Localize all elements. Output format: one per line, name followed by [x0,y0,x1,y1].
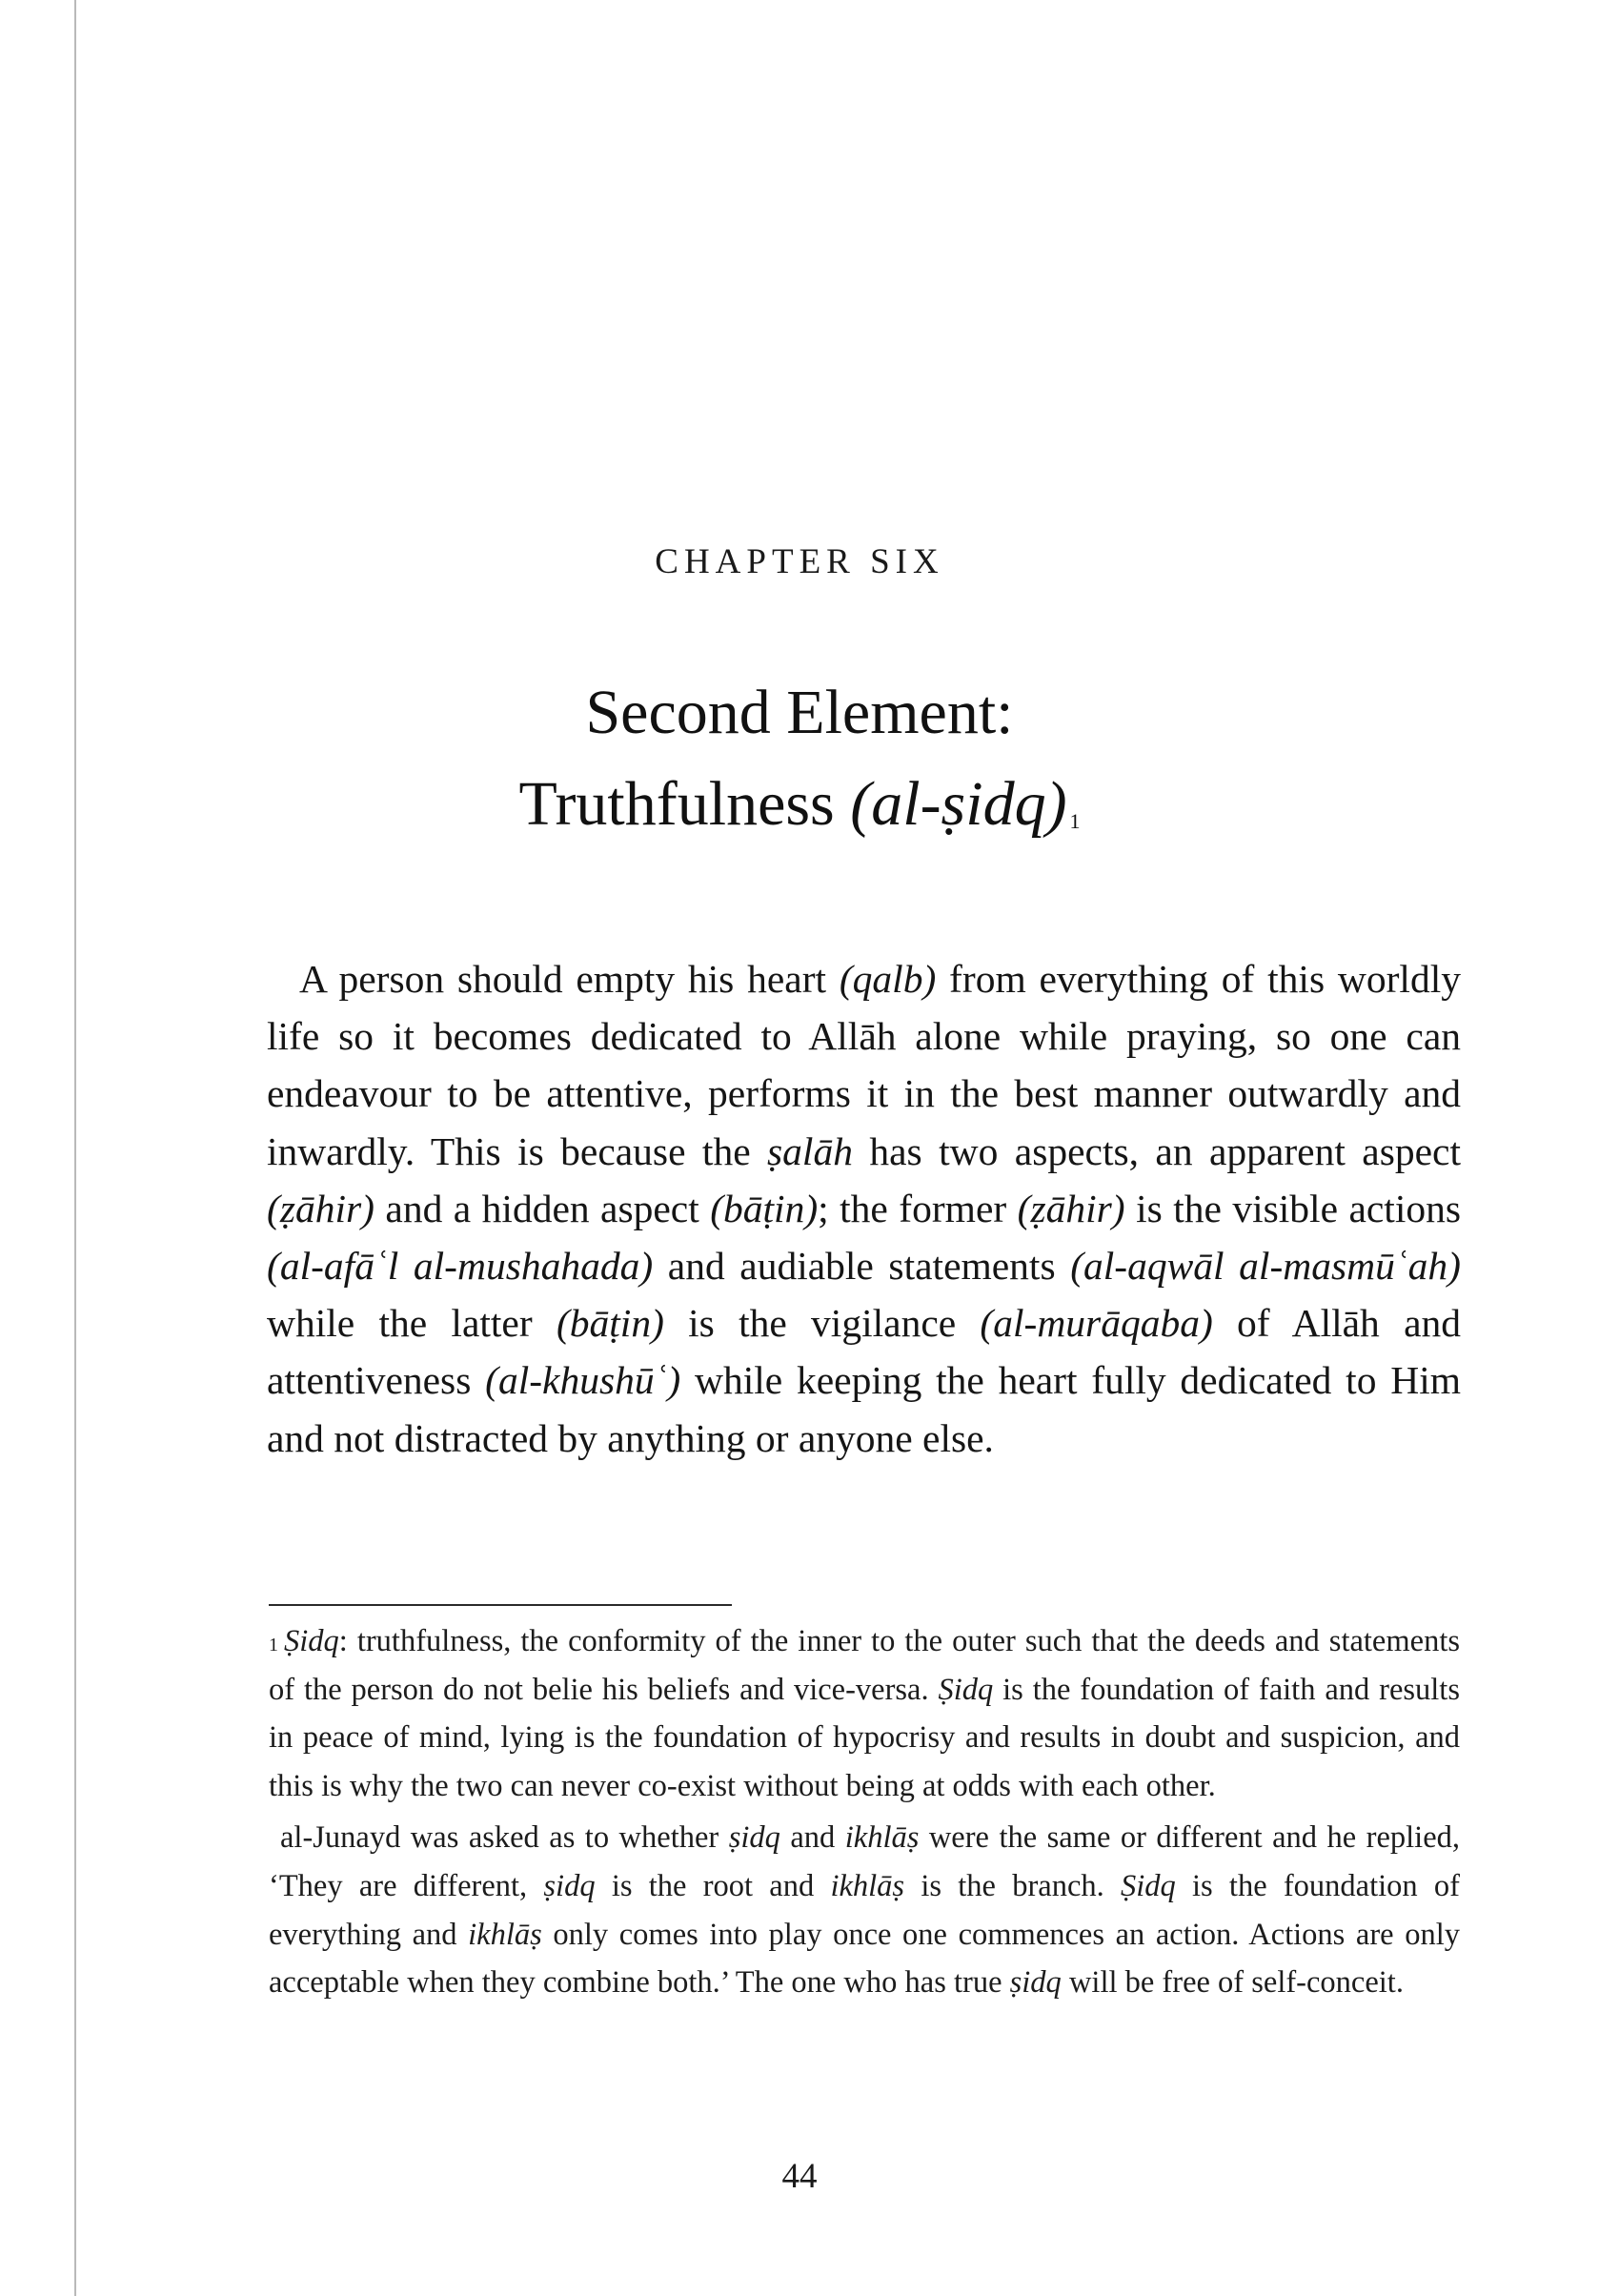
text-run: and a hidden aspect [374,1186,711,1230]
text-run: A person should empty his heart [299,957,840,1001]
italic-term: Ṣidq [1120,1868,1176,1903]
italic-term: ṣidq [728,1820,780,1856]
text-run: is the branch. [904,1868,1121,1903]
text-run: were the same or different and he replied, ‘They are different, [269,1820,1460,1903]
chapter-title-term: (al-ṣidq) [850,769,1067,839]
text-run: and audiable statements [653,1244,1071,1289]
italic-term: (qalb) [839,957,937,1001]
chapter-title [0,667,1599,850]
italic-term: Ṣidq [284,1624,339,1658]
italic-term: ikhlāṣ [844,1820,920,1856]
footnote-divider [269,1604,732,1606]
chapter-label: CHAPTER SIX [655,542,944,581]
italic-term: (al-aqwāl al-masmūʿah) [1070,1244,1461,1289]
text-run: is the foundation of faith and results in peace of mind, lying is the foundation of hypocrisy and results in doubt and suspicion, and this is why the two can never co-exist without being at odds with each other. [269,1672,1460,1803]
chapter-title-line-2 [0,759,1599,850]
italic-term: (ẓāhir) [267,1186,374,1230]
text-run: is the foundation of everything and [269,1868,1460,1952]
footnote-1-text [269,1624,1460,1803]
italic-term: ṣalāh [767,1128,853,1173]
page-number: 44 [781,2157,818,2196]
italic-term: ṣidq [543,1868,596,1903]
italic-term: ikhlāṣ [830,1868,905,1903]
text-run: only comes into play once one commences an action. Actions are only acceptable when they combine both.’ The one who has true [269,1917,1460,2001]
text-run: is the visible actions [1124,1186,1462,1230]
text-run: while the latter [267,1301,557,1346]
text-run: while keeping the heart fully dedicated to Him and not distracted by anything or anyone else. [267,1358,1461,1460]
italic-term: ṣidq [1009,1965,1062,2001]
text-run: : truthfulness, the conformity of the inner to the outer such that the deeds and statements of the person do not belie his beliefs and vice-versa. [269,1624,1460,1707]
footnote-1-marker: 1 [269,1635,278,1656]
italic-term: (al-afāʿl al-mushahada) [267,1244,654,1289]
text-run: of Allāh and attentiveness [267,1301,1461,1403]
footnote-1-continuation [269,1814,1460,2006]
chapter-title-word: Truthfulness [518,769,851,839]
body-paragraph [267,950,1461,1467]
chapter-title-line-1: Second Element: [585,678,1014,747]
page-binding-edge [74,0,76,2296]
italic-term: (al-murāqaba) [980,1301,1213,1346]
text-run: ; the former [818,1186,1018,1230]
text-run: is the root and [595,1868,831,1903]
italic-term: (bāṭin) [710,1186,819,1230]
text-run: has two aspects, an apparent aspect [852,1128,1461,1173]
text-run: from everything of this worldly life so it becomes dedicated to Allāh alone while praying, so one can endeavour to be attentive, performs it in the best manner outwardly and inwardly. This is because the [267,957,1461,1173]
text-run: and [779,1820,845,1856]
text-run: will be free of self-conceit. [1061,1965,1404,2001]
italic-term: (bāṭin) [556,1301,664,1346]
footnote-reference-1[interactable]: 1 [1069,809,1081,833]
italic-term: ikhlāṣ [468,1917,542,1952]
italic-term: Ṣidq [938,1672,994,1707]
body-text [267,950,1461,1467]
footnote-1 [269,1617,1460,1810]
italic-term: (ẓāhir) [1017,1186,1125,1230]
text-run: al-Junayd was asked as to whether [280,1820,729,1856]
footnote-1-continuation-text [269,1820,1460,2000]
text-run: is the vigilance [663,1301,981,1346]
footnotes [269,1617,1460,2007]
italic-term: (al-khushūʿ) [485,1358,681,1403]
